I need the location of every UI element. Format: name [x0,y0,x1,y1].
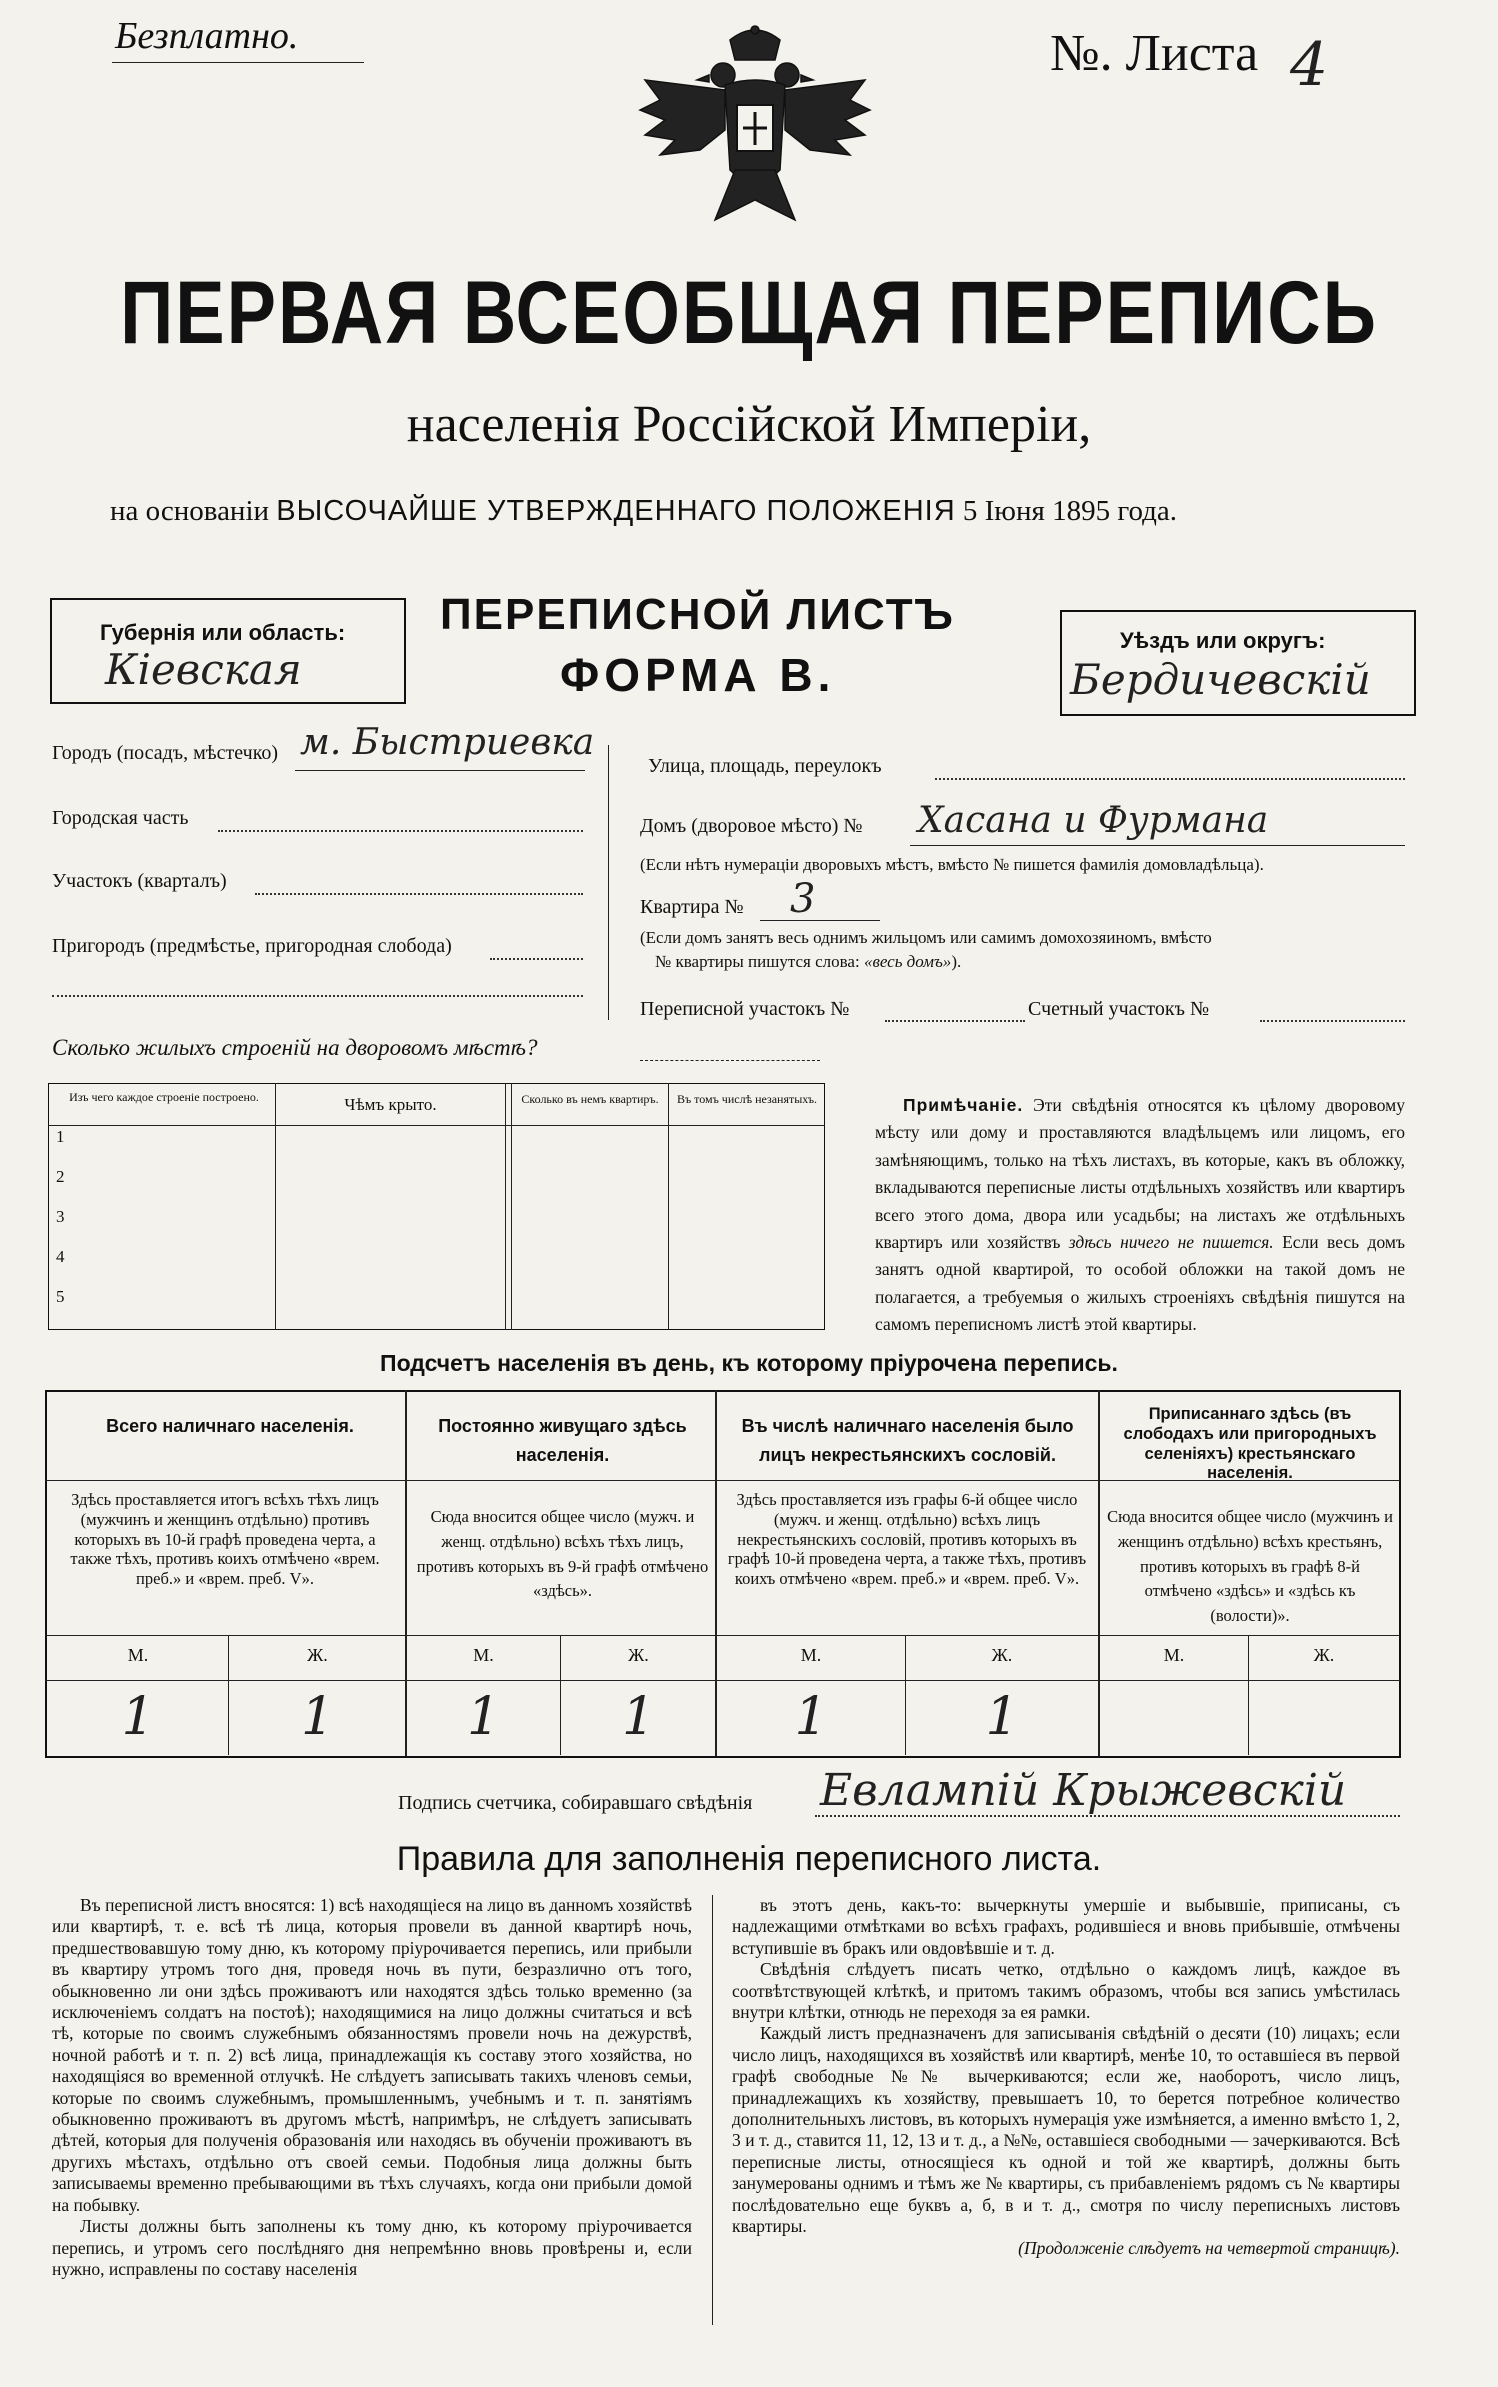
count-col4-desc: Сюда вносится общее число (мужчинъ и женщинъ отдѣльно) всѣхъ крестьянъ, противъ которыхъ въ графѣ 8-й отмѣчено «здѣсь» и «здѣсь къ (волости)». [1107,1507,1393,1625]
apt-value[interactable]: 3 [790,876,816,922]
count-col3-m-value[interactable]: 1 [794,1687,828,1747]
apt-note-italic: «весь домъ» [863,952,952,971]
free-label: Безплатно. [115,15,299,57]
district-label: Участокъ (кварталъ) [52,870,227,892]
buildings-col-div-1 [275,1083,276,1330]
count-col1-title: Всего наличнаго населенія. [106,1416,354,1436]
district-line [255,893,583,895]
count-col1-f-value[interactable]: 1 [300,1687,335,1747]
count-mf-rule-top [45,1635,1400,1636]
rules-continued: (Продолженіе слѣдуетъ на четвертой страницѣ). [1018,2237,1400,2258]
apt-note-1: (Если домъ занятъ весь однимъ жильцомъ или самимъ домохозяиномъ, вмѣсто [640,928,1212,947]
buildings-col-div-2 [505,1083,506,1330]
basis-prefix: на основаніи [110,495,270,527]
count-col3-desc: Здѣсь проставляется изъ графы 6-й общее число (мужч. и женщ. отдѣльно) всѣхъ лицъ некрестьянскихъ сословій, противъ которыхъ въ графѣ 10-й проведена черта, а также тѣхъ, противъ коихъ отмѣчено «врем. преб.» и «врем. преб. V». [727,1490,1087,1589]
count-col1-m-label: М. [127,1645,149,1665]
gubernia-label: Губернія или область: [100,620,346,645]
count-col1-desc: Здѣсь проставляется итогъ всѣхъ тѣхъ лицъ (мужчинъ и женщинъ отдѣльно) противъ которыхъ въ 10-й графѣ проведена черта, а также тѣхъ, противъ коихъ отмѣчено «врем. преб.» и «врем. преб. V». [70,1490,380,1589]
census-district-label: Переписной участокъ № [640,998,850,1020]
rules-left-para-1: Въ переписной листъ вносятся: 1) всѣ находящіеся на лицо въ данномъ хозяйствѣ или квартирѣ, т. е. всѣ тѣ лица, которыя провели въ данной квартирѣ ночь, предшествовавшую тому дню, къ которому пріурочивается перепись, или прибыли въ квартиру утромъ того дня, проведя ночь въ пути, безразлично отъ того, обыкновенно ли они здѣсь проживаютъ или находятся здѣсь только временно (за исключеніемъ солдатъ на постоѣ); находящимися на лицо должны считаться и всѣ тѣ, которые по своимъ служебнымъ обязанностямъ провели ночь на дежурствѣ, ночной работѣ и т. п. 2) всѣ лица, принадлежащія къ составу этого хозяйства, но находящіяся во временной отлучкѣ. Не слѣдуетъ записывать такихъ членовъ семьи, которые по своимъ служебнымъ, промышленнымъ, учебнымъ и т. п. занятіямъ обыкновенно проживаютъ въ другомъ мѣстѣ, напримѣръ, не слѣдуетъ записывать дѣтей, которыя для полученія образованія или находясь въ обученіи проживаютъ въ другихъ мѣстахъ, отдѣльно отъ своей семьи. Подобныя лица должны быть записываемы временно пребывающими въ тѣхъ случаяхъ, когда они прибыли домой на побывку. [52,1895,692,2215]
count-heading: Подсчетъ населенія въ день, къ которому пріурочена перепись. [380,1350,1118,1376]
count-district-label: Счетный участокъ № [1028,998,1210,1020]
uezd-value[interactable]: Бердичевскій [1070,655,1371,704]
address-divider [608,745,609,1020]
apt-note-2-text: № квартиры пишутся слова: [655,952,860,971]
count-col3-m-label: М. [800,1645,822,1665]
note-text-1: Эти свѣдѣнія относятся къ цѣлому дворовому мѣсту или дому и проставляются владѣльцемъ или лицомъ, его замѣняющимъ, только на тѣхъ листахъ, въ которые, какъ въ обложку, вкладываются переписные листы отдѣльныхъ хозяйствъ или квартиръ всего этого дома, двора или усадьбы; на листахъ же отдѣльныхъ квартиръ или хозяйствъ [875,1095,1406,1253]
rules-title: Правила для заполненія переписного листа. [396,1840,1102,1878]
count-col3-f-value[interactable]: 1 [985,1687,1019,1747]
count-mf-div-1 [228,1635,229,1755]
uezd-label: Уѣздъ или округъ: [1120,628,1326,653]
count-col2-f-value[interactable]: 1 [621,1687,656,1747]
form-name: ФОРМА В. [560,649,836,701]
buildings-row-3: 3 [56,1207,65,1226]
house-note: (Если нѣтъ нумераціи дворовыхъ мѣстъ, вмѣсто № пишется фамилія домовладѣльца). [640,855,1264,874]
buildings-col4-header: Въ томъ числѣ незанятыхъ. [676,1092,818,1106]
basis-caps: ВЫСОЧАЙШЕ УТВЕРЖДЕННАГО ПОЛОЖЕНІЯ [276,495,956,527]
city-part-line [218,830,583,832]
street-label: Улица, площадь, переулокъ [648,755,882,777]
signature-label: Подпись счетчика, собиравшаго свѣдѣнія [398,1792,753,1814]
rules-right-column [732,1895,1400,2259]
rules-left-column [52,1895,692,2280]
count-col4-m-label: М. [1163,1645,1185,1665]
sub-title: населенія Россійской Имперіи, [406,396,1092,453]
buildings-col2-header: Чѣмъ крыто. [344,1095,437,1114]
rules-left-para-2: Листы должны быть заполнены къ тому дню, къ которому пріурочивается перепись, и утромъ сего послѣдняго дня непремѣнно вновь провѣрены и, если нужно, исправлены по составу населенія [52,2216,692,2279]
city-line [295,770,585,771]
apt-line [760,920,880,921]
count-mf-div-4 [1248,1635,1249,1755]
city-part-label: Городская часть [52,807,189,829]
basis-date: 5 Іюня 1895 года. [962,495,1178,527]
buildings-row-5: 5 [56,1287,65,1306]
house-label: Домъ (дворовое мѣсто) № [640,815,863,837]
count-col2-f-label: Ж. [628,1645,649,1665]
city-value[interactable]: м. Быстриевка [300,722,595,763]
count-col4-title: Приписаннаго здѣсь (въ слободахъ или пригородныхъ селеніяхъ) крестьянскаго населенія. [1123,1405,1377,1483]
note-block [875,1092,1405,1339]
apt-note-2 [655,952,961,972]
main-title: ПЕРВАЯ ВСЕОБЩАЯ ПЕРЕПИСЬ [120,262,1378,363]
buildings-question: Сколько жилыхъ строеній на дворовомъ мѣстѣ? [52,1035,538,1060]
count-col2-desc: Сюда вносится общее число (мужч. и женщ. отдѣльно) всѣхъ тѣхъ лицъ, противъ которыхъ въ 9-й графѣ отмѣчено «здѣсь». [416,1507,709,1601]
sheet-title: ПЕРЕПИСНОЙ ЛИСТЪ [440,590,955,639]
signature-value[interactable]: Евлампій Крыжевскій [820,1765,1347,1816]
buildings-col1-header: Изъ чего каждое строеніе построено. [69,1090,259,1104]
apt-label: Квартира № [640,896,744,918]
sheet-number-label: №. Листа [1050,25,1259,82]
suburb-label: Пригородъ (предмѣстье, пригородная слобода) [52,935,452,957]
city-label: Городъ (посадъ, мѣстечко) [52,742,279,764]
imperial-eagle-emblem [605,20,905,240]
note-text-2: Если весь домъ занятъ одной квартирой, то особой обложки на такой домъ не полагается, а требуемыя о жилыхъ строеніяхъ свѣдѣнія пишутся на самомъ переписномъ листѣ этой квартиры. [875,1232,1405,1335]
rules-right-para-1: въ этотъ день, какъ-то: вычеркнуты умершіе и выбывшіе, приписаны, съ надлежащими отмѣтками во всѣхъ графахъ, родившіеся и вновь прибывшіе, отмѣчены вступившіе въ бракъ или овдовѣвшіе и т. д. [732,1895,1400,1958]
buildings-col-div-2b [511,1083,512,1330]
count-col1-f-label: Ж. [307,1645,328,1665]
house-value[interactable]: Хасана и Фурмана [918,800,1269,841]
buildings-table [48,1083,825,1330]
buildings-row-1: 1 [56,1127,65,1146]
count-col3-f-label: Ж. [991,1645,1013,1665]
count-col2-m-label: М. [473,1645,494,1665]
count-col4-f-label: Ж. [1313,1645,1335,1665]
gubernia-value[interactable]: Кіевская [105,645,302,694]
note-title: Примѣчаніе. [903,1095,1024,1115]
census-district-line [885,1020,1025,1022]
street-line [935,778,1405,780]
count-div-3 [1098,1390,1100,1756]
rules-right-para-3: Каждый листъ предназначенъ для записыванія свѣдѣній о десяти (10) лицахъ; если число лицъ, находящихся въ хозяйствѣ или квартирѣ, менѣе 10, то оставшіеся въ первой графѣ свободные №№ вычеркиваются; если же, наоборотъ, число лицъ, принадлежащихъ къ хозяйству, превышаетъ 10, то берется потребное количество дополнительныхъ листовъ, въ которыхъ нумерація уже измѣняется, а именно вмѣсто 1, 2, 3 и т. д., ставится 11, 12, 13 и т. д., а №№, оставшіеся свободными — зачеркиваются. Всѣ переписные листы, относящіеся къ одной и той же квартирѣ, должны быть занумерованы однимъ и тѣмъ же № квартиры, съ прибавленіемъ рядомъ съ № квартиры послѣдовательно еще буквъ а, б, в и т. д., смотря по числу переписныхъ листовъ квартиры. [732,2023,1400,2237]
suburb-line-2 [52,995,583,997]
count-mf-div-3 [905,1635,906,1755]
sheet-number-value: 4 [1290,30,1329,100]
free-underline [112,62,364,63]
count-col2-m-value[interactable]: 1 [466,1687,501,1747]
count-district-line [1260,1020,1405,1022]
basis-line [110,495,1177,528]
buildings-question-line [640,1060,820,1061]
buildings-row-2: 2 [56,1167,65,1186]
count-col3-title: Въ числѣ наличнаго населенія было лицъ некрестьянскихъ сословій. [741,1416,1074,1465]
note-text-italic: здѣсь ничего не пишется. [1068,1232,1274,1253]
rules-right-para-2: Свѣдѣнія слѣдуетъ писать четко, отдѣльно о каждомъ лицѣ, каждое въ соотвѣтствующей клѣткѣ, и притомъ такимъ образомъ, чтобы вся запись умѣстилась внутри клѣтки, отнюдь не переходя за ея рамки. [732,1959,1400,2023]
rules-column-divider [712,1895,713,2325]
count-mf-rule-bottom [45,1680,1400,1681]
count-col2-title: Постоянно живущаго здѣсь населенія. [438,1416,687,1465]
buildings-col3-header: Сколько въ немъ квартиръ. [521,1092,659,1106]
buildings-row-4: 4 [56,1247,65,1266]
suburb-line [490,958,583,960]
buildings-header-rule [48,1125,825,1126]
apt-note-end: ). [951,952,962,971]
count-mf-div-2 [560,1635,561,1755]
count-col1-m-value[interactable]: 1 [121,1687,155,1747]
buildings-col-div-3 [668,1083,669,1330]
house-line [910,845,1405,846]
